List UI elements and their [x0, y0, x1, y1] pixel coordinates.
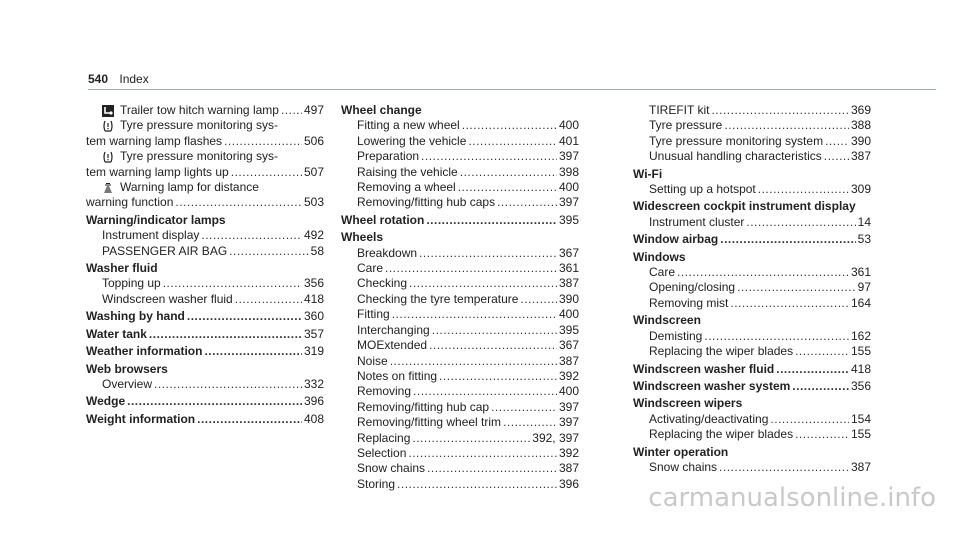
distance-warning-icon [102, 182, 114, 194]
page-reference: 401 [558, 133, 579, 148]
index-column-2 [341, 103, 579, 494]
page-reference: 395 [558, 212, 579, 227]
index-entry [633, 250, 871, 312]
index-subentry: Selection ..... 392 [341, 446, 579, 461]
index-entry [86, 327, 324, 342]
index-subentry: Tyre pressure ..... 388 [633, 118, 871, 133]
index-subentry: Care ..... 361 [341, 261, 579, 276]
index-subentry-continued: warning function ..... 503 [86, 195, 324, 210]
index-entry [633, 103, 871, 165]
index-subentry: Breakdown ..... 367 [341, 246, 579, 261]
index-subentry: Interchanging ..... 395 [341, 323, 579, 338]
page-reference: 357 [303, 326, 324, 341]
page-reference: 396 [303, 394, 324, 409]
page-reference: 492 [303, 228, 324, 243]
index-subentry: Storing ..... 396 [341, 477, 579, 492]
index-subentry: Demisting ..... 162 [633, 329, 871, 344]
index-heading: Washing by hand ..... 360 [86, 309, 324, 324]
page-reference: 309 [850, 182, 871, 197]
page-reference: 395 [558, 322, 579, 337]
index-heading: Window airbag ..... 53 [633, 232, 871, 247]
page-reference: 408 [303, 411, 324, 426]
index-subentry: Removing ..... 400 [341, 384, 579, 399]
index-heading: Windows [633, 249, 686, 264]
index-subentry-continued: tem warning lamp lights up ..... 507 [86, 165, 324, 180]
page-reference: 397 [558, 415, 579, 430]
page-reference: 155 [850, 344, 871, 359]
page-section-title: Index [119, 72, 149, 86]
index-entry [633, 396, 871, 442]
index-entry [633, 313, 871, 359]
index-entry [86, 412, 324, 427]
page-reference: 392, 397 [532, 430, 579, 445]
page-reference: 397 [558, 399, 579, 414]
trailer-hitch-warning-icon [102, 105, 114, 117]
index-entry [633, 379, 871, 394]
page-reference: 58 [310, 243, 324, 258]
page-reference: 397 [558, 195, 579, 210]
page-reference: 332 [303, 376, 324, 391]
page-reference: 390 [558, 291, 579, 306]
index-subentry: Tyre pressure monitoring system ..... 390 [633, 134, 871, 149]
index-subentry: Tyre pressure monitoring sys- [86, 149, 324, 164]
index-entry [633, 445, 871, 476]
page-reference: 388 [850, 118, 871, 133]
index-heading: Wi-Fi [633, 166, 663, 181]
index-column-1 [86, 103, 324, 429]
index-subentry: Trailer tow hitch warning lamp ..... 497 [86, 103, 324, 118]
index-entry [86, 213, 324, 259]
index-entry [86, 362, 324, 393]
tyre-pressure-warning-icon [102, 120, 114, 132]
page-reference: 387 [558, 276, 579, 291]
index-subentry: Replacing the wiper blades ..... 155 [633, 427, 871, 442]
index-heading: Washer fluid [86, 261, 158, 276]
page-reference: 400 [558, 307, 579, 322]
index-entry [633, 232, 871, 247]
index-subentry: Opening/closing ..... 97 [633, 280, 871, 295]
index-entry [633, 199, 871, 230]
index-entry [86, 394, 324, 409]
index-subentry: Raising the vehicle ..... 398 [341, 165, 579, 180]
index-heading: Widescreen cockpit instrument display [633, 199, 856, 214]
index-subentry: Lowering the vehicle ..... 401 [341, 134, 579, 149]
page-reference: 162 [850, 328, 871, 343]
index-heading: Water tank ..... 357 [86, 327, 324, 342]
page-reference: 154 [850, 411, 871, 426]
index-entry [341, 103, 579, 211]
index-heading: Weight information ..... 408 [86, 412, 324, 427]
watermark-text: carmanualsonline.info [648, 483, 936, 513]
index-subentry: Replacing the wiper blades ..... 155 [633, 344, 871, 359]
page-reference: 392 [558, 445, 579, 460]
index-subentry: Checking ..... 387 [341, 276, 579, 291]
index-heading: Warning/indicator lamps [86, 212, 226, 227]
index-subentry: PASSENGER AIR BAG ..... 58 [86, 244, 324, 259]
index-subentry: Windscreen washer fluid ..... 418 [86, 292, 324, 307]
page-reference: 155 [850, 427, 871, 442]
page-reference: 400 [558, 384, 579, 399]
index-subentry: Removing mist ..... 164 [633, 296, 871, 311]
page-reference: 397 [558, 149, 579, 164]
index-subentry: Notes on fitting ..... 392 [341, 369, 579, 384]
page-reference: 319 [303, 344, 324, 359]
index-subentry: Instrument cluster ..... 14 [633, 215, 871, 230]
index-subentry: MOExtended ..... 367 [341, 338, 579, 353]
index-subentry: Warning lamp for distance [86, 180, 324, 195]
page-number: 540 [88, 72, 109, 86]
index-subentry: Snow chains ..... 387 [341, 461, 579, 476]
page-reference: 387 [558, 353, 579, 368]
page-reference: 360 [303, 309, 324, 324]
index-subentry: Topping up ..... 356 [86, 276, 324, 291]
index-subentry: Overview ..... 332 [86, 377, 324, 392]
page-reference: 367 [558, 245, 579, 260]
index-heading: Weather information ..... 319 [86, 344, 324, 359]
page-reference: 387 [558, 461, 579, 476]
index-entry [86, 344, 324, 359]
index-subentry: Removing/fitting hub cap ..... 397 [341, 400, 579, 415]
index-heading: Wheel change [341, 103, 422, 117]
index-column-3 [633, 103, 871, 477]
page-reference: 396 [558, 476, 579, 491]
page-reference: 418 [303, 291, 324, 306]
index-heading: Windscreen [633, 313, 701, 328]
page-reference: 14 [857, 214, 871, 229]
index-heading: Windscreen washer fluid ..... 418 [633, 362, 871, 377]
index-subentry: Tyre pressure monitoring sys- [86, 118, 324, 133]
index-subentry: Removing a wheel ..... 400 [341, 180, 579, 195]
page-reference: 398 [558, 164, 579, 179]
index-heading: Wheels [341, 230, 384, 245]
index-subentry: Replacing ..... 392, 397 [341, 431, 579, 446]
page-reference: 361 [558, 261, 579, 276]
index-subentry: Removing/fitting hub caps ..... 397 [341, 195, 579, 210]
page-reference: 97 [857, 280, 871, 295]
index-subentry: Fitting ..... 400 [341, 307, 579, 322]
index-heading: Windscreen wipers [633, 396, 743, 411]
page-header [88, 72, 149, 86]
page-reference: 369 [850, 103, 871, 117]
page-reference: 418 [850, 361, 871, 376]
index-subentry: Setting up a hotspot ..... 309 [633, 182, 871, 197]
index-subentry: Checking the tyre temperature ..... 390 [341, 292, 579, 307]
index-subentry-continued: tem warning lamp flashes ..... 506 [86, 134, 324, 149]
page-reference: 53 [857, 232, 871, 247]
index-subentry: Removing/fitting wheel trim ..... 397 [341, 415, 579, 430]
index-subentry: Fitting a new wheel ..... 400 [341, 118, 579, 133]
header-rule [88, 89, 936, 90]
page-reference: 356 [850, 378, 871, 393]
index-subentry: Unusual handling characteristics ..... 387 [633, 149, 871, 164]
index-subentry: TIREFIT kit ..... 369 [633, 103, 871, 118]
index-heading: Web browsers [86, 361, 168, 376]
index-subentry: Instrument display ..... 492 [86, 228, 324, 243]
index-entry [341, 213, 579, 228]
index-heading: Windscreen washer system ..... 356 [633, 379, 871, 394]
index-entry [86, 261, 324, 307]
page-reference: 387 [850, 149, 871, 164]
page-reference: 356 [303, 276, 324, 291]
index-subentry: Care ..... 361 [633, 265, 871, 280]
index-entry [633, 167, 871, 198]
index-subentry: Noise ..... 387 [341, 354, 579, 369]
page-reference: 400 [558, 180, 579, 195]
page-reference: 164 [850, 295, 871, 310]
index-subentry: Activating/deactivating ..... 154 [633, 412, 871, 427]
index-subentry: Snow chains ..... 387 [633, 460, 871, 475]
page-reference: 390 [850, 133, 871, 148]
page-reference: 400 [558, 118, 579, 133]
tyre-pressure-warning-icon [102, 151, 114, 163]
index-heading: Wheel rotation ..... 395 [341, 213, 579, 228]
index-subentry: Preparation ..... 397 [341, 149, 579, 164]
index-heading: Winter operation [633, 444, 729, 459]
page-reference: 361 [850, 265, 871, 280]
page-reference: 392 [558, 368, 579, 383]
page-reference: 367 [558, 338, 579, 353]
index-entry [86, 309, 324, 324]
page-reference: 387 [850, 459, 871, 474]
index-entry [341, 230, 579, 492]
index-heading: Wedge ..... 396 [86, 394, 324, 409]
index-entry [633, 362, 871, 377]
